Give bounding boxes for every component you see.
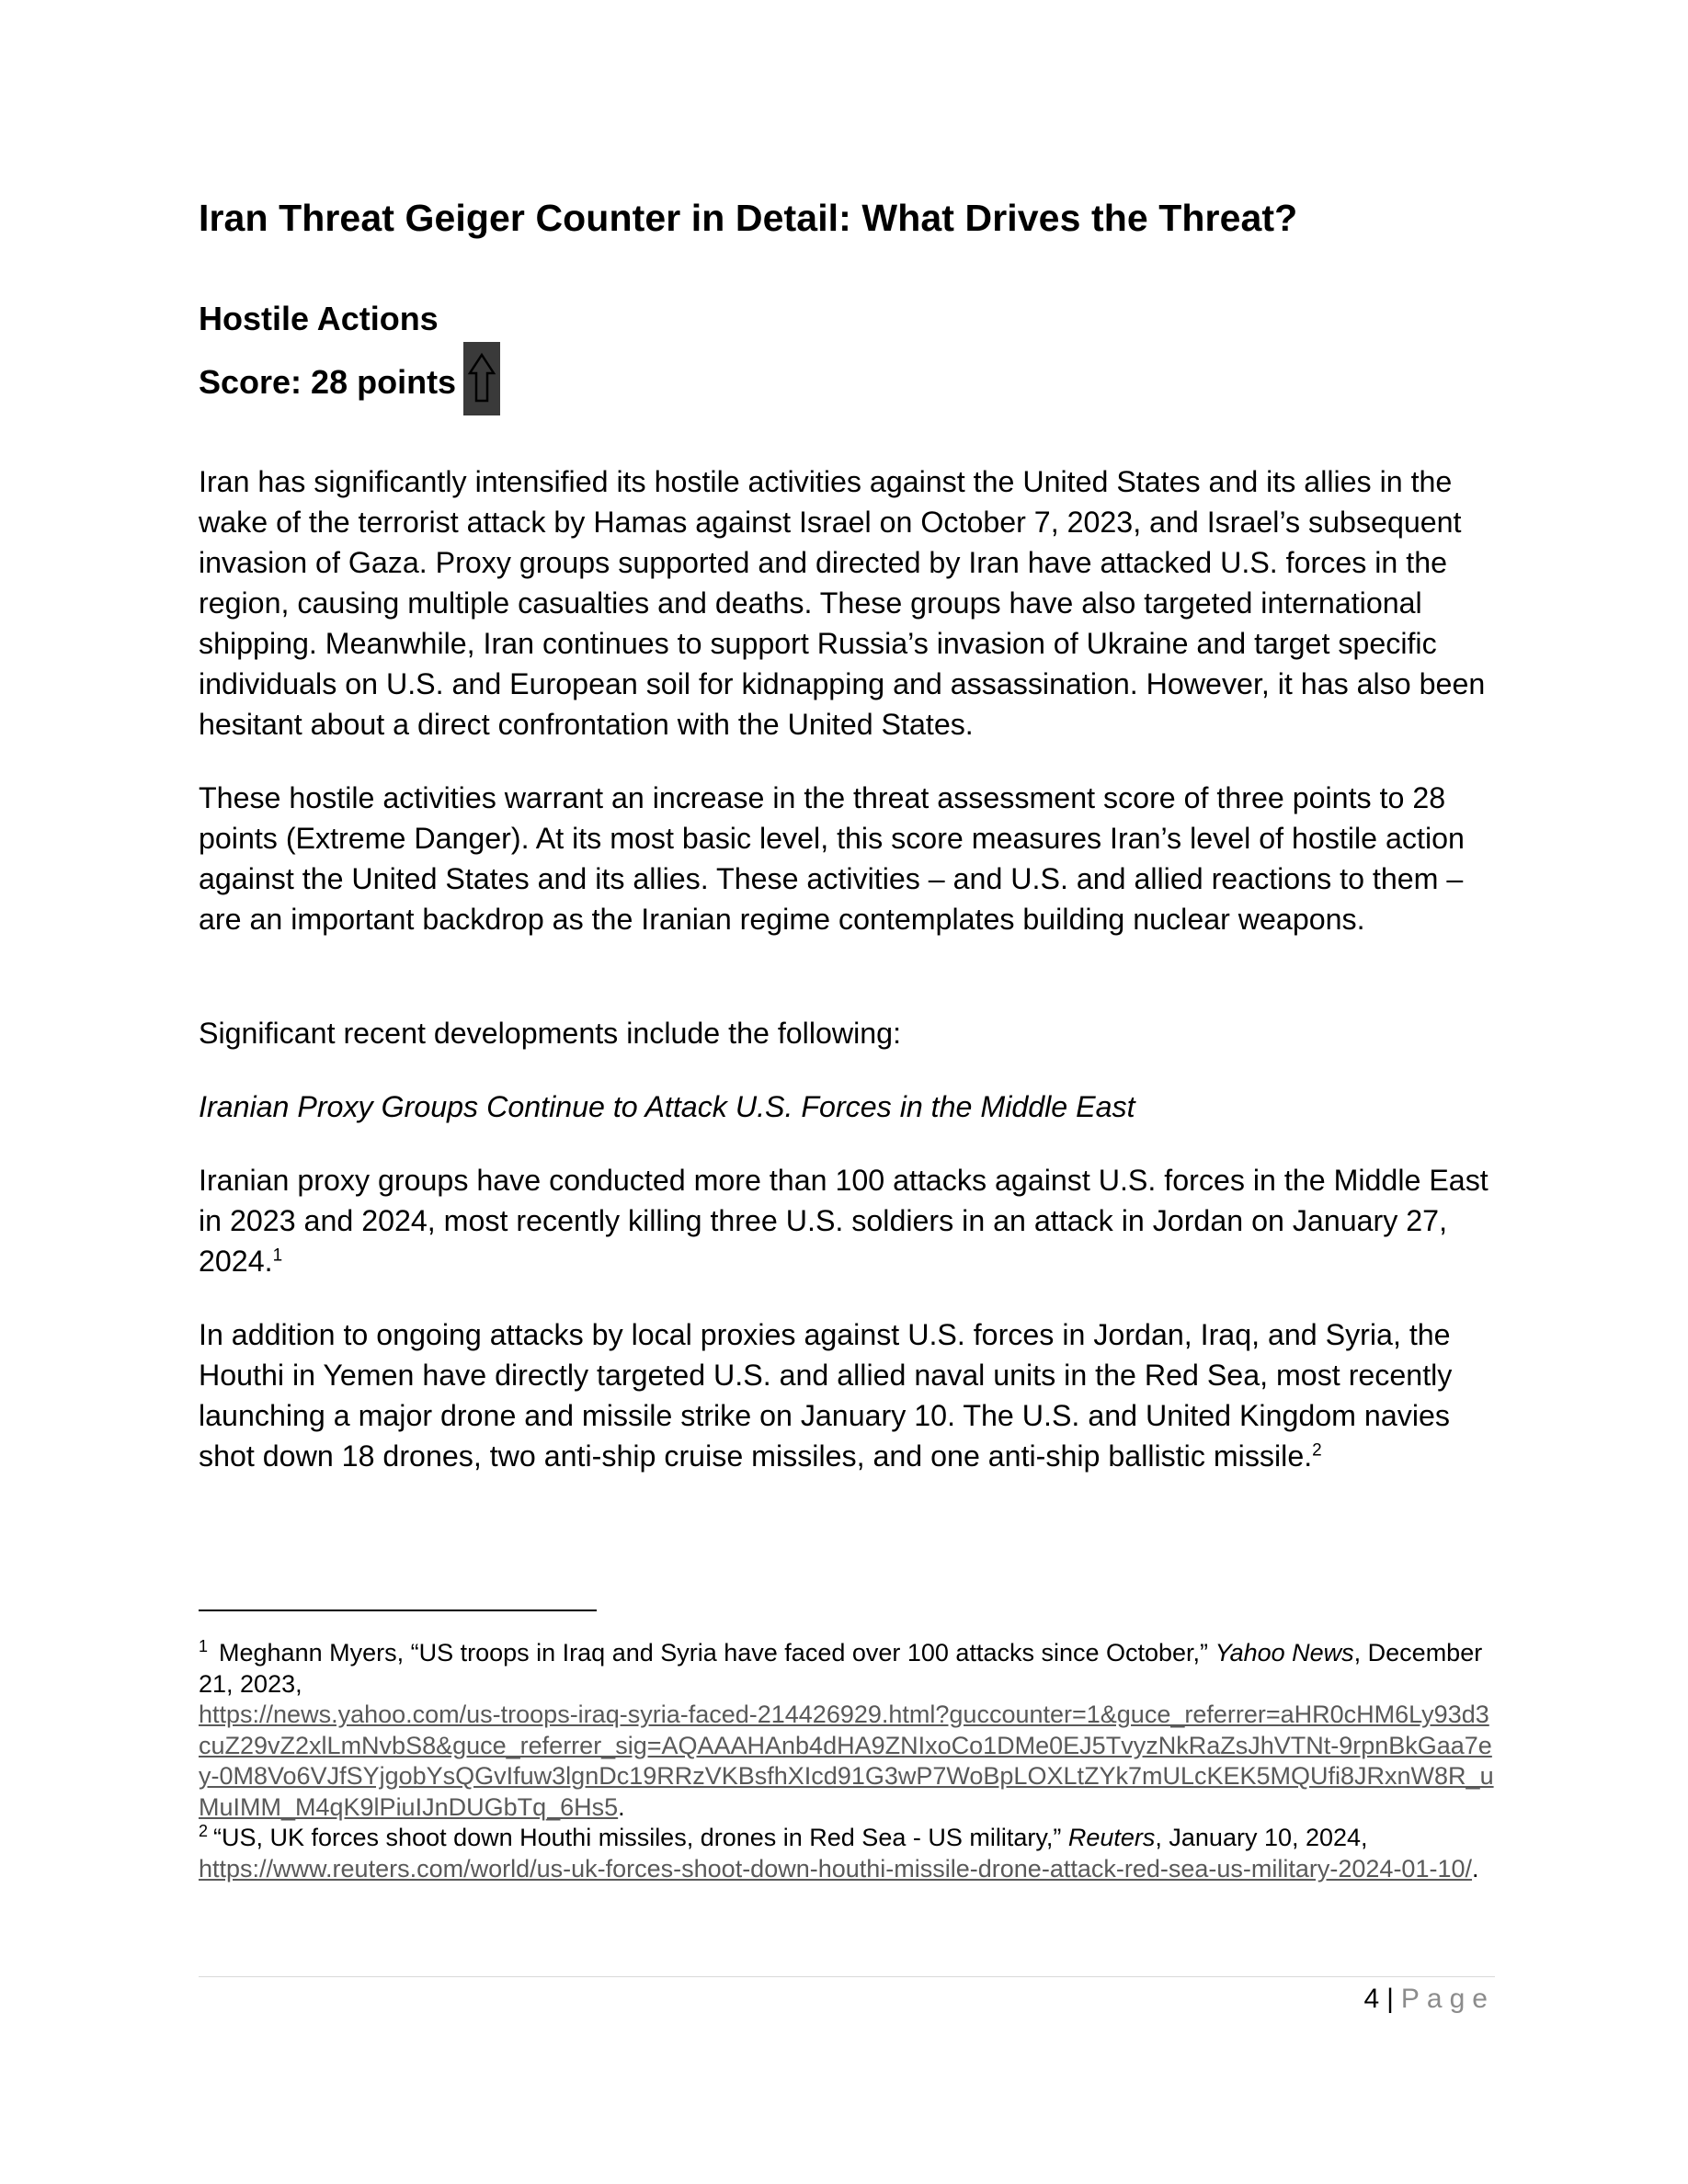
footnote-number: 2 [199,1822,209,1840]
footnote-end: . [1472,1854,1479,1883]
score-line [199,346,500,419]
footer-separator [199,1976,1495,1977]
footnote-separator [199,1610,597,1611]
footnote-end: . [618,1792,625,1821]
footnote-ref-1[interactable]: 1 [272,1246,283,1266]
page-number-separator: | [1386,1984,1394,2014]
footnote-text: “US, UK forces shoot down Houthi missiles, drones in Red Sea - US military,” [213,1824,1068,1851]
footnote-number: 1 [199,1637,209,1655]
paragraph-developments-lead: Significant recent developments include the following: [199,1017,902,1050]
footnote-text: Meghann Myers, “US troops in Iraq and Syria have faced over 100 attacks since October,” [219,1639,1215,1666]
page-number-footer [1363,1984,1495,2015]
footnote-1 [199,1638,1500,1823]
score-label: Score: 28 points [199,363,457,401]
page-title: Iran Threat Geiger Counter in Detail: What Drives the Threat? [199,197,1298,239]
paragraph-intro: Iran has significantly intensified its hostile activities against the United States and its allies in the wake of the terrorist attack by Hamas against Israel on October 7, 2023, and Israel’s subsequent invasion of Gaza. Proxy groups supported and directed by Iran have attacked U.S. forces in the region, causing multiple casualties and deaths. These groups have also targeted international shipping. Meanwhile, Iran continues to support Russia’s invasion of Ukraine and target specific individuals on U.S. and European soil for kidnapping and assassination. However, it has also been hesitant about a direct confrontation with the United States. [199,465,1486,741]
footnote-ref-2[interactable]: 2 [1312,1440,1322,1461]
page-number: 4 [1363,1984,1380,2014]
footnote-source: Yahoo News [1215,1639,1354,1666]
footnote-link[interactable]: https://www.reuters.com/world/us-uk-forces-shoot-down-houthi-missile-drone-attack-red-sea-us-military-2024-01-10/ [199,1854,1472,1883]
footnotes [199,1638,1500,1884]
page-word: Page [1400,1984,1495,2014]
footnote-date: , December 21, 2023, [199,1639,1483,1698]
footnote-source: Reuters [1067,1824,1156,1851]
paragraph-red-sea [199,1314,1495,1476]
paragraph-proxy-attacks-text: Iranian proxy groups have conducted more than 100 attacks against U.S. forces in the Middle East in 2023 and 2024, most recently killing three U.S. soldiers in an attack in Jordan on January 27, 2024. [199,1164,1488,1278]
paragraph-proxy-attacks [199,1160,1495,1281]
footnote-link[interactable]: https://news.yahoo.com/us-troops-iraq-syria-faced-214426929.html?guccounter=1&guce_referrer=aHR0cHM6Ly93d3cuZ29vZ2xlLmNvbS8&guce_referrer_sig=AQAAAHAnb4dHA9ZNIxoCo1DMe0EJ5TvyzNkRaZsJhVTNt-9rpnBkGaa7ey-0M8Vo6VJfSYjgobYsQGvIfuw3lgnDc19RRzVKBsfhXIcd91G3wP7WoBpLOXLtZYk7mULcKEK5MQUfi8JRxnW8R_uMuIMM_M4qK9lPiuIJnDUGbTq_6Hs5 [199,1701,1494,1821]
footnote-2 [199,1823,1500,1884]
up-arrow-icon [463,342,500,415]
paragraph-red-sea-text: In addition to ongoing attacks by local proxies against U.S. forces in Jordan, Iraq, and Syria, the Houthi in Yemen have directly targeted U.S. and allied naval units in the Red Sea, most recently launching a major drone and missile strike on January 10. The U.S. and United Kingdom navies shot down 18 drones, two anti-ship cruise missiles, and one anti-ship ballistic missile. [199,1318,1453,1473]
subheading-proxy-attacks: Iranian Proxy Groups Continue to Attack U.S. Forces in the Middle East [199,1090,1135,1123]
section-heading: Hostile Actions [199,300,439,337]
footnote-date: , January 10, 2024, [1155,1824,1368,1851]
paragraph-score-rationale: These hostile activities warrant an increase in the threat assessment score of three points to 28 points (Extreme Danger). At its most basic level, this score measures Iran’s level of hostile action against the United States and its allies. These activities – and U.S. and allied reactions to them – are an important backdrop as the Iranian regime contemplates building nuclear weapons. [199,781,1465,936]
